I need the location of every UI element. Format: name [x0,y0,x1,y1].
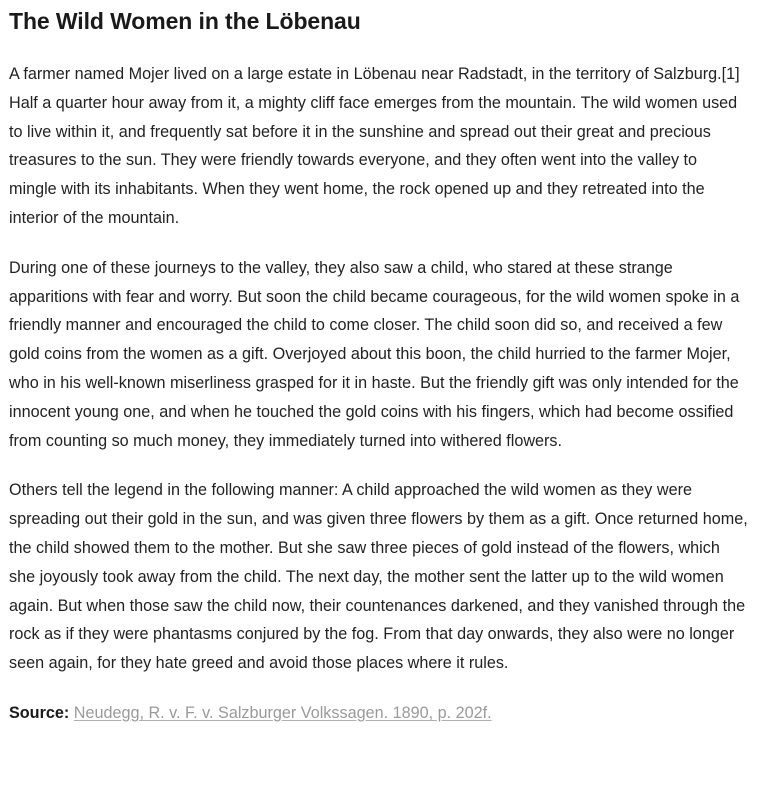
paragraph-1: A farmer named Mojer lived on a large estate in Löbenau near Radstadt, in the territory of Salzburg.[1] Half a quarter hour away from it, a mighty cliff face emerges from the mountain. The wild women used to live within it, and frequently sat before it in the sunshine and spread out their great and precious treasures to the sun. They were friendly towards everyone, and they often went into the valley to mingle with its inhabitants. When they went home, the rock opened up and they retreated into the interior of the mountain. [9,65,740,227]
paragraph-3: Others tell the legend in the following manner: A child approached the wild women as they were spreading out their gold in the sun, and was given three flowers by them as a gift. Once returned home, the child showed them to the mother. But she saw three pieces of gold instead of the flowers, which she joyously took away from the child. The next day, the mother sent the latter up to the wild women again. But when those saw the child now, their countenances darkened, and they vanished through the rock as if they were phantasms conjured by the fog. From that day onwards, they also were no longer seen again, for they hate greed and avoid those places where it rules. [9,481,748,673]
page-title: The Wild Women in the Löbenau [9,8,361,34]
paragraph-2: During one of these journeys to the valley, they also saw a child, who stared at these strange apparitions with fear and worry. But soon the child became courageous, for the wild women spoke in a friendly manner and encouraged the child to come closer. The child soon did so, and received a few gold coins from the women as a gift. Overjoyed about this boon, the child hurried to the farmer Mojer, who in his well-known miserliness grasped for it in haste. But the friendly gift was only intended for the innocent young one, and when he touched the gold coins with his fingers, which had become ossified from counting so much money, they immediately turned into withered flowers. [9,258,740,450]
source-line [9,699,749,728]
source-link[interactable]: Neudegg, R. v. F. v. Salzburger Volkssagen. 1890, p. 202f. [73,703,492,722]
source-label: Source: [9,703,70,722]
